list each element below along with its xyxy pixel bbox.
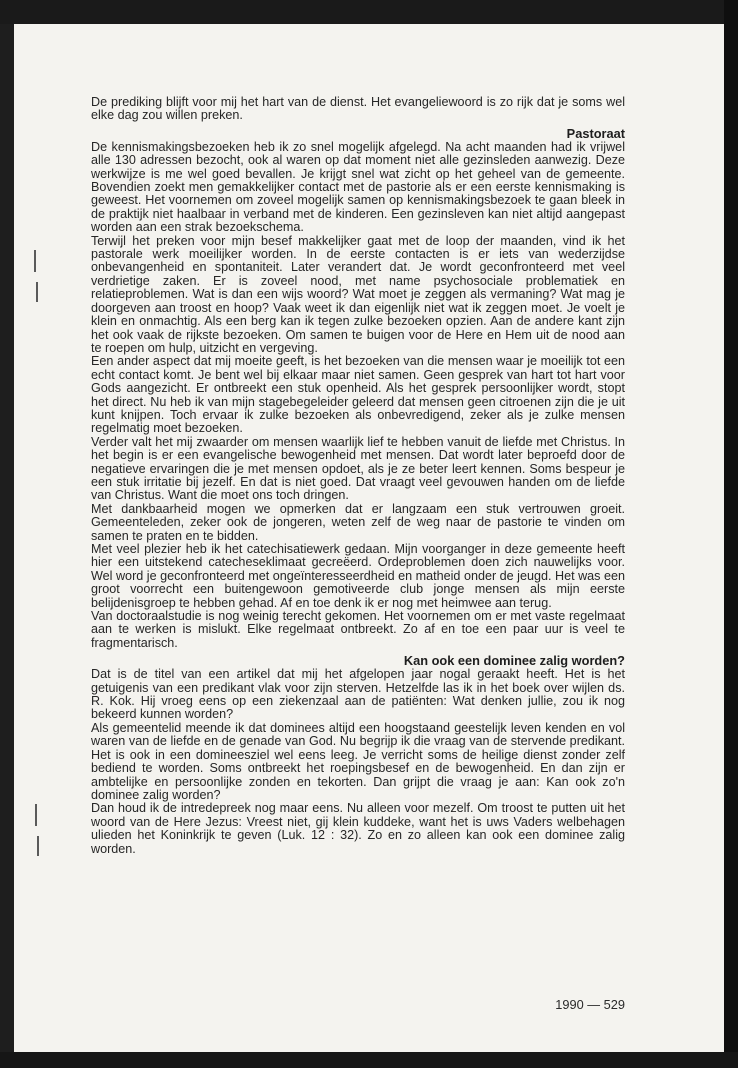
paragraph: De prediking blijft voor mij het hart van de dienst. Het evangeliewoord is zo rijk dat je soms wel elke dag zou willen preken.	[91, 95, 625, 123]
margin-binding-mark	[34, 250, 36, 272]
paragraph: Met dankbaarheid mogen we opmerken dat er langzaam een stuk vertrouwen groeit. Gemeenteleden, zeker ook de jongeren, weten zelf de weg naar de pastorie te vinden om samen te praten en te bidden.	[91, 501, 625, 543]
scan-top-border	[0, 0, 738, 24]
scan-bottom-border	[0, 1052, 738, 1068]
article-body	[91, 96, 625, 856]
paragraph: Met veel plezier heb ik het catechisatiewerk gedaan. Mijn voorganger in deze gemeente heeft hier een uitstekend catecheseklimaat gecreëerd. Ordeproblemen doen zich nauwelijks voor. Wel word je geconfronteerd met ongeïnteresseerdheid en matheid onder de jeugd. Het was een groot voorrecht een buitengewoon gemotiveerde club jonge mensen als mijn eerste belijdenisgroep te hebben gehad. Af en toe denk ik er nog met heimwee aan terug.	[91, 542, 625, 610]
paragraph: De kennismakingsbezoeken heb ik zo snel mogelijk afgelegd. Na acht maanden had ik vrijwel alle 130 adressen bezocht, ook al waren op dat moment niet alle gezinsleden aanwezig. Deze werkwijze is me wel goed bevallen. Je krijgt snel wat zicht op het geheel van de gemeente. Bovendien zoekt men gemakkelijker contact met de pastorie als er een eerste kennismaking is geweest. Het voornemen om zoveel mogelijk samen op kennismakingsbezoek te gaan bleek in de praktijk niet haalbaar in verband met de kinderen. Een gezinsleven kan niet altijd aangepast worden aan een strak bezoekschema.	[91, 139, 625, 235]
margin-binding-mark	[37, 836, 39, 856]
section-heading-pastoraat: Pastoraat	[566, 125, 625, 141]
paragraph: Dat is de titel van een artikel dat mij het afgelopen jaar nogal geraakt heeft. Het is het getuigenis van een predikant vlak voor zijn sterven. Hetzelfde las ik in het boek over wijlen ds. R. Kok. Hij vroeg eens op een ziekenzaal aan de patiënten: Wat denken jullie, zou ik nog bekeerd kunnen worden?	[91, 667, 625, 722]
paragraph: Van doctoraalstudie is nog weinig terecht gekomen. Het voornemen om er met vaste regelmaat aan te werken is mislukt. Elke regelmaat ontbreekt. Zo af en toe een paar uur is veel te fragmentarisch.	[91, 609, 625, 650]
paragraph: Verder valt het mij zwaarder om mensen waarlijk lief te hebben vanuit de liefde met Christus. In het begin is er een evangelische bewogenheid met mensen. Dat wordt later beproefd door de negatieve ervaringen die je met mensen opdoet, als je ze beter leert kennen. Soms bespeur je een stuk irritatie bij jezelf. En dat is niet goed. Dat vraagt veel gevouwen handen om de liefde van Christus. Want die moet ons toch dringen.	[91, 434, 625, 503]
section-heading-zalig: Kan ook een dominee zalig worden?	[403, 653, 625, 669]
margin-binding-mark	[35, 804, 37, 826]
paragraph: Terwijl het preken voor mijn besef makkelijker gaat met de loop der maanden, vind ik het pastorale werk moeilijker worden. In de eerste contacten is er iets van wederzijdse onbevangenheid en spontaniteit. Later verandert dat. Je wordt geconfronteerd met veel verdrietige zaken. Er is zoveel nood, met name psychosociale problematiek en relatieproblemen. Wat is dan een wijs woord? Wat moet je zeggen als vermaning? Wat mag je doorgeven aan troost en hoop? Vaak weet ik dan eigenlijk niet wat ik zeggen moet. Je voelt je klein en onmachtig. Als een berg kan ik tegen zulke bezoeken opzien. Aan de andere kant zijn het ook vaak de rijkste bezoeken. Om samen te buigen voor de Here en Hem uit de nood aan te roepen om hulp, uitzicht en vergeving.	[91, 233, 625, 355]
scan-right-border	[724, 0, 738, 1068]
paragraph: Als gemeentelid meende ik dat dominees altijd een hoogstaand geestelijk leven kenden en vol waren van de liefde en de genade van God. Nu begrijp ik die vraag van de stervende predikant. Het is ook in een domineesziel wel eens leeg. Je verricht soms de heilige dienst zonder zelf bediend te worden. Soms ontbreekt het roepingsbesef en de bewogenheid. En dan zijn er ambtelijke en persoonlijke zonden en tekorten. Dan grijpt die vraag je aan: Kan ook zo'n dominee zalig worden?	[91, 720, 625, 802]
paragraph: Een ander aspect dat mij moeite geeft, is het bezoeken van die mensen waar je moeilijk tot een echt contact komt. Je bent wel bij elkaar maar niet samen. Geen gesprek van hart tot hart voor Gods aangezicht. Er ontbreekt een stuk openheid. Als het gesprek persoonlijker wordt, stopt het direct. Nu heb ik van mijn stagebegeleider geleerd dat mensen geen citroenen zijn die je uit kunt knijpen. Toch ervaar ik zulke bezoeken als onbevredigend, zeker als je zulke mensen regelmatig moet bezoeken.	[91, 354, 625, 436]
page-folio: 1990 — 529	[555, 997, 625, 1012]
margin-binding-mark	[36, 282, 38, 302]
paragraph: Dan houd ik de intredepreek nog maar eens. Nu alleen voor mezelf. Om troost te putten uit het woord van de Here Jezus: Vreest niet, gij klein kuddeke, want het is uws Vaders welbehagen ulieden het Koninkrijk te geven (Luk. 12 : 32). Zo en zo alleen kan ook een dominee zalig worden.	[91, 801, 625, 856]
